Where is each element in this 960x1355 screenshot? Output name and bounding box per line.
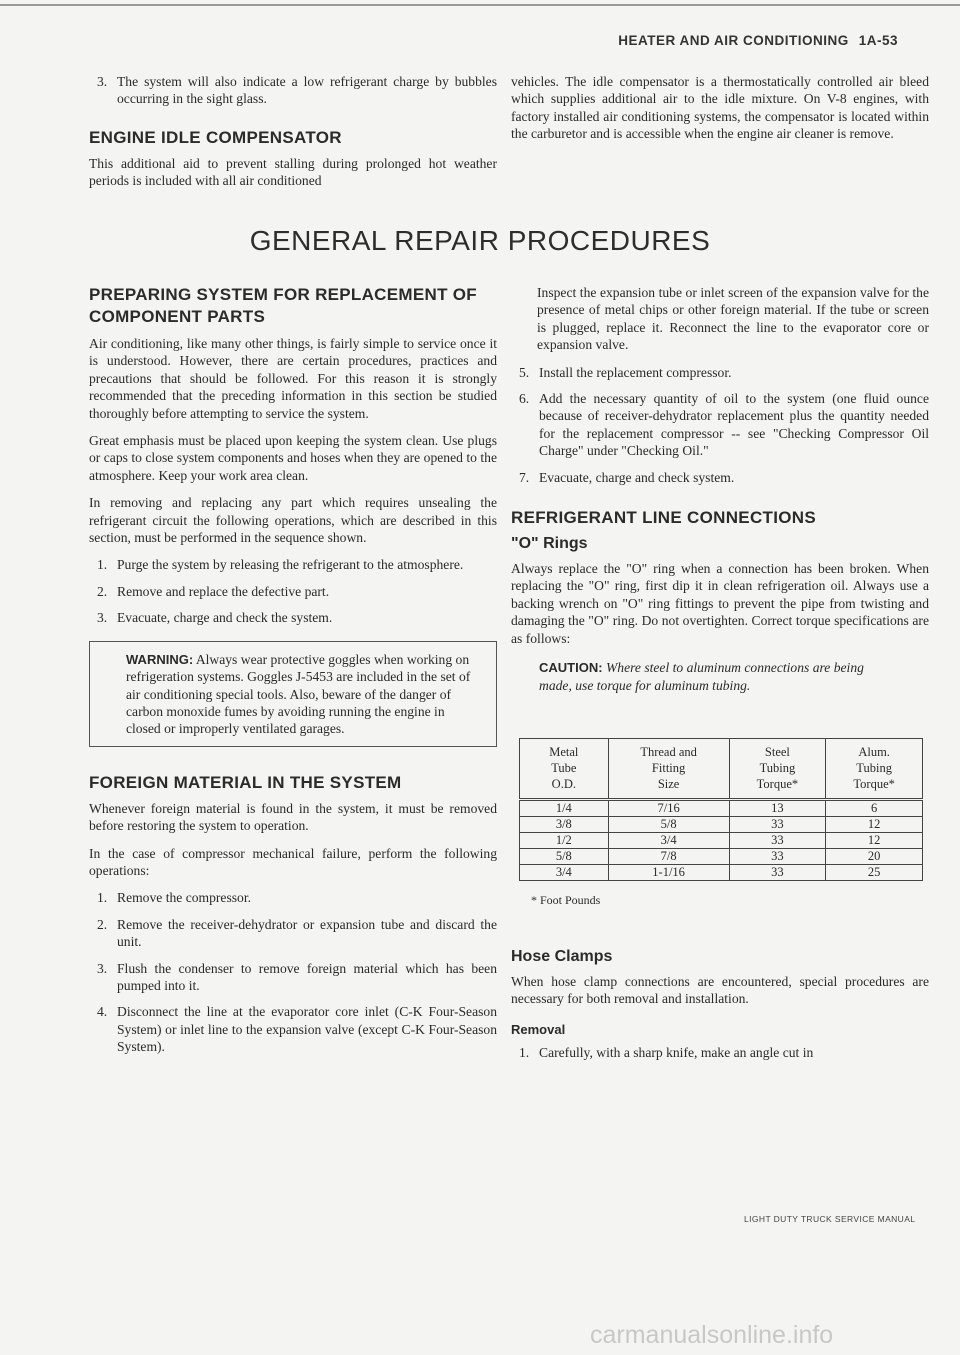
- item-text: Purge the system by releasing the refrigerant to the atmosphere.: [117, 557, 464, 573]
- item-number: 6.: [519, 391, 530, 407]
- item-text: Disconnect the line at the evaporator core inlet (C-K Four-Season System) or inlet line to the expansion valve (except C-K Four-Season System).: [117, 1004, 497, 1055]
- item-number: 7.: [519, 469, 530, 485]
- item-number: 3.: [97, 960, 108, 976]
- table-footnote: * Foot Pounds: [531, 892, 601, 907]
- item-text: Flush the condenser to remove foreign material which has been pumped into it.: [117, 960, 497, 993]
- table-cell: 12: [826, 832, 923, 848]
- list-item: [511, 1044, 929, 1061]
- list-item: [89, 609, 497, 626]
- list-item: [89, 556, 497, 573]
- table-cell: 1/2: [520, 832, 609, 848]
- torque-table-header-row: [520, 738, 923, 799]
- running-head: [618, 33, 898, 48]
- item-text: The system will also indicate a low refrigerant charge by bubbles occurring in the sight glass.: [117, 74, 497, 107]
- table-cell: 33: [729, 816, 826, 832]
- warning-box: [89, 641, 497, 747]
- list-item: [511, 364, 929, 381]
- list-item: [89, 1003, 497, 1055]
- foreign-paragraph-2: In the case of compressor mechanical failure, perform the following operations:: [89, 845, 497, 878]
- table-row: [520, 816, 923, 832]
- table-cell: 1-1/16: [608, 864, 729, 880]
- item-number: 3.: [97, 610, 108, 626]
- foreign-paragraph-1: Whenever foreign material is found in the system, it must be removed before restoring the system to operation.: [89, 800, 497, 834]
- item-text: Remove the compressor.: [117, 890, 252, 906]
- o-rings-paragraph: Always replace the "O" ring when a connection has been broken. When replacing the "O" ring, first dip it in clean refrigeration oil. Always use a backing wrench on "O" ring fittings to prevent the pipe from twisting and damaging the "O" ring. Do not overtighten. Correct torque specifications are as follows:: [511, 561, 929, 646]
- engine-idle-heading: ENGINE IDLE COMPENSATOR: [89, 127, 342, 147]
- item-text: Evacuate, charge and check the system.: [117, 610, 333, 626]
- column-header-tube-od: [520, 738, 609, 799]
- torque-table: [519, 738, 923, 881]
- list-item: [89, 916, 497, 951]
- hose-clamps-paragraph: When hose clamp connections are encountered, special procedures are necessary for both removal and installation.: [511, 973, 929, 1007]
- header-text: Steel Tubing Torque*: [756, 744, 799, 791]
- item-text: Remove the receiver-dehydrator or expansion tube and discard the unit.: [117, 916, 497, 950]
- item-number: 2.: [97, 916, 108, 932]
- item-number: 1.: [97, 557, 108, 573]
- inspect-paragraph: Inspect the expansion tube or inlet screen of the expansion valve for the presence of metal chips or other foreign material. If the tube or screen is plugged, replace it. Reconnect the line to the evaporator core or expansion valve.: [537, 285, 929, 353]
- footer-manual-title: LIGHT DUTY TRUCK SERVICE MANUAL: [744, 1214, 916, 1224]
- item-number: 5.: [519, 364, 530, 380]
- item-text: Evacuate, charge and check system.: [539, 469, 735, 485]
- table-cell: 5/8: [520, 848, 609, 864]
- list-item: [89, 960, 497, 995]
- column-header-steel-torque: [729, 738, 826, 799]
- refrigerant-line-heading: REFRIGERANT LINE CONNECTIONS: [511, 508, 816, 528]
- column-header-fitting-size: [608, 738, 729, 799]
- top-rule: [0, 4, 960, 6]
- list-item: [89, 889, 497, 906]
- item-number: 2.: [97, 583, 108, 599]
- list-item: [511, 390, 929, 460]
- item-number: 4.: [97, 1004, 108, 1020]
- table-cell: 3/8: [520, 816, 609, 832]
- watermark: carmanualsonline.info: [590, 1321, 834, 1349]
- table-cell: 12: [826, 816, 923, 832]
- table-cell: 3/4: [608, 832, 729, 848]
- table-cell: 3/4: [520, 864, 609, 880]
- caution-label: CAUTION:: [539, 660, 603, 676]
- table-cell: 13: [729, 799, 826, 816]
- table-cell: 1/4: [520, 799, 609, 816]
- item-text: Add the necessary quantity of oil to the system (one fluid ounce because of receiver-dehydrator replacement plus the quantity needed for the replacement compressor -- see "Checking Compressor Oil Charge" under "Checking Oil.": [539, 391, 929, 459]
- warning-text: Always wear protective goggles when working on refrigeration systems. Goggles J-5453 are included in the set of air conditioning special tools. Also, beware of the danger of carbon monoxide fumes by avoiding running the engine in closed or improperly ventilated garages.: [126, 651, 471, 737]
- table-row: [520, 848, 923, 864]
- left-main-column: [89, 284, 497, 1065]
- table-cell: 33: [729, 832, 826, 848]
- header-text: Thread and Fitting Size: [640, 744, 697, 791]
- item-number: 1.: [97, 890, 108, 906]
- item-number: 3.: [97, 74, 108, 89]
- item-text: Install the replacement compressor.: [539, 364, 732, 380]
- right-top-column: [511, 73, 929, 153]
- caution-text: Where steel to aluminum connections are being made, use torque for aluminum tubing.: [539, 660, 864, 693]
- table-row: [520, 799, 923, 816]
- table-row: [520, 832, 923, 848]
- preparing-paragraph-2: Great emphasis must be placed upon keeping the system clean. Use plugs or caps to close system components and hoses when they are opened to the atmosphere. Keep your work area clean.: [89, 433, 497, 483]
- table-row: [520, 864, 923, 880]
- item-text: Carefully, with a sharp knife, make an angle cut in: [539, 1044, 814, 1060]
- list-item: [89, 583, 497, 600]
- list-item: [511, 469, 929, 486]
- column-header-alum-torque: [826, 738, 923, 799]
- caution-note: [511, 659, 929, 694]
- idle-compensator-paragraph: vehicles. The idle compensator is a thermostatically controlled air bleed which supplies additional air to the idle mixture. On V-8 engines, with factory installed air conditioning systems, the compensator is located within the carburetor and is accessible when the engine air cleaner is remove.: [511, 74, 929, 142]
- preparing-paragraph-3: In removing and replacing any part which requires unsealing the refrigerant circuit the following operations, which are described in this section, must be performed in the sequence shown.: [89, 495, 497, 546]
- foreign-material-heading: FOREIGN MATERIAL IN THE SYSTEM: [89, 772, 402, 792]
- table-cell: 5/8: [608, 816, 729, 832]
- preparing-heading: PREPARING SYSTEM FOR REPLACEMENT OF COMPONENT PARTS: [89, 285, 477, 326]
- left-top-column: [89, 73, 497, 200]
- table-cell: 25: [826, 864, 923, 880]
- header-text: Alum. Tubing Torque*: [853, 744, 895, 791]
- engine-idle-paragraph: This additional aid to prevent stalling during prolonged hot weather periods is included with all air conditioned: [89, 155, 497, 189]
- table-cell: 20: [826, 848, 923, 864]
- removal-heading: Removal: [511, 1021, 566, 1037]
- list-item: [89, 73, 497, 108]
- table-cell: 6: [826, 799, 923, 816]
- warning-label: WARNING:: [126, 651, 194, 667]
- header-text: Metal Tube O.D.: [549, 744, 579, 791]
- hose-clamps-heading: Hose Clamps: [511, 947, 613, 965]
- right-main-column: [511, 284, 929, 1070]
- table-cell: 33: [729, 848, 826, 864]
- preparing-paragraph-1: Air conditioning, like many other things, is fairly simple to service once it is understood. However, there are certain procedures, practices and precautions that should be followed. For this reason it is strongly recommended that the preceding information in this section be studied thoroughly before attempting to service the system.: [89, 336, 497, 421]
- item-text: Remove and replace the defective part.: [117, 583, 330, 599]
- running-head-title: HEATER AND AIR CONDITIONING: [618, 33, 849, 48]
- table-cell: 7/8: [608, 848, 729, 864]
- page-number: 1A-53: [858, 33, 898, 48]
- section-title: GENERAL REPAIR PROCEDURES: [249, 225, 711, 256]
- item-number: 1.: [519, 1044, 530, 1060]
- o-rings-heading: "O" Rings: [511, 535, 588, 553]
- table-cell: 33: [729, 864, 826, 880]
- table-cell: 7/16: [608, 799, 729, 816]
